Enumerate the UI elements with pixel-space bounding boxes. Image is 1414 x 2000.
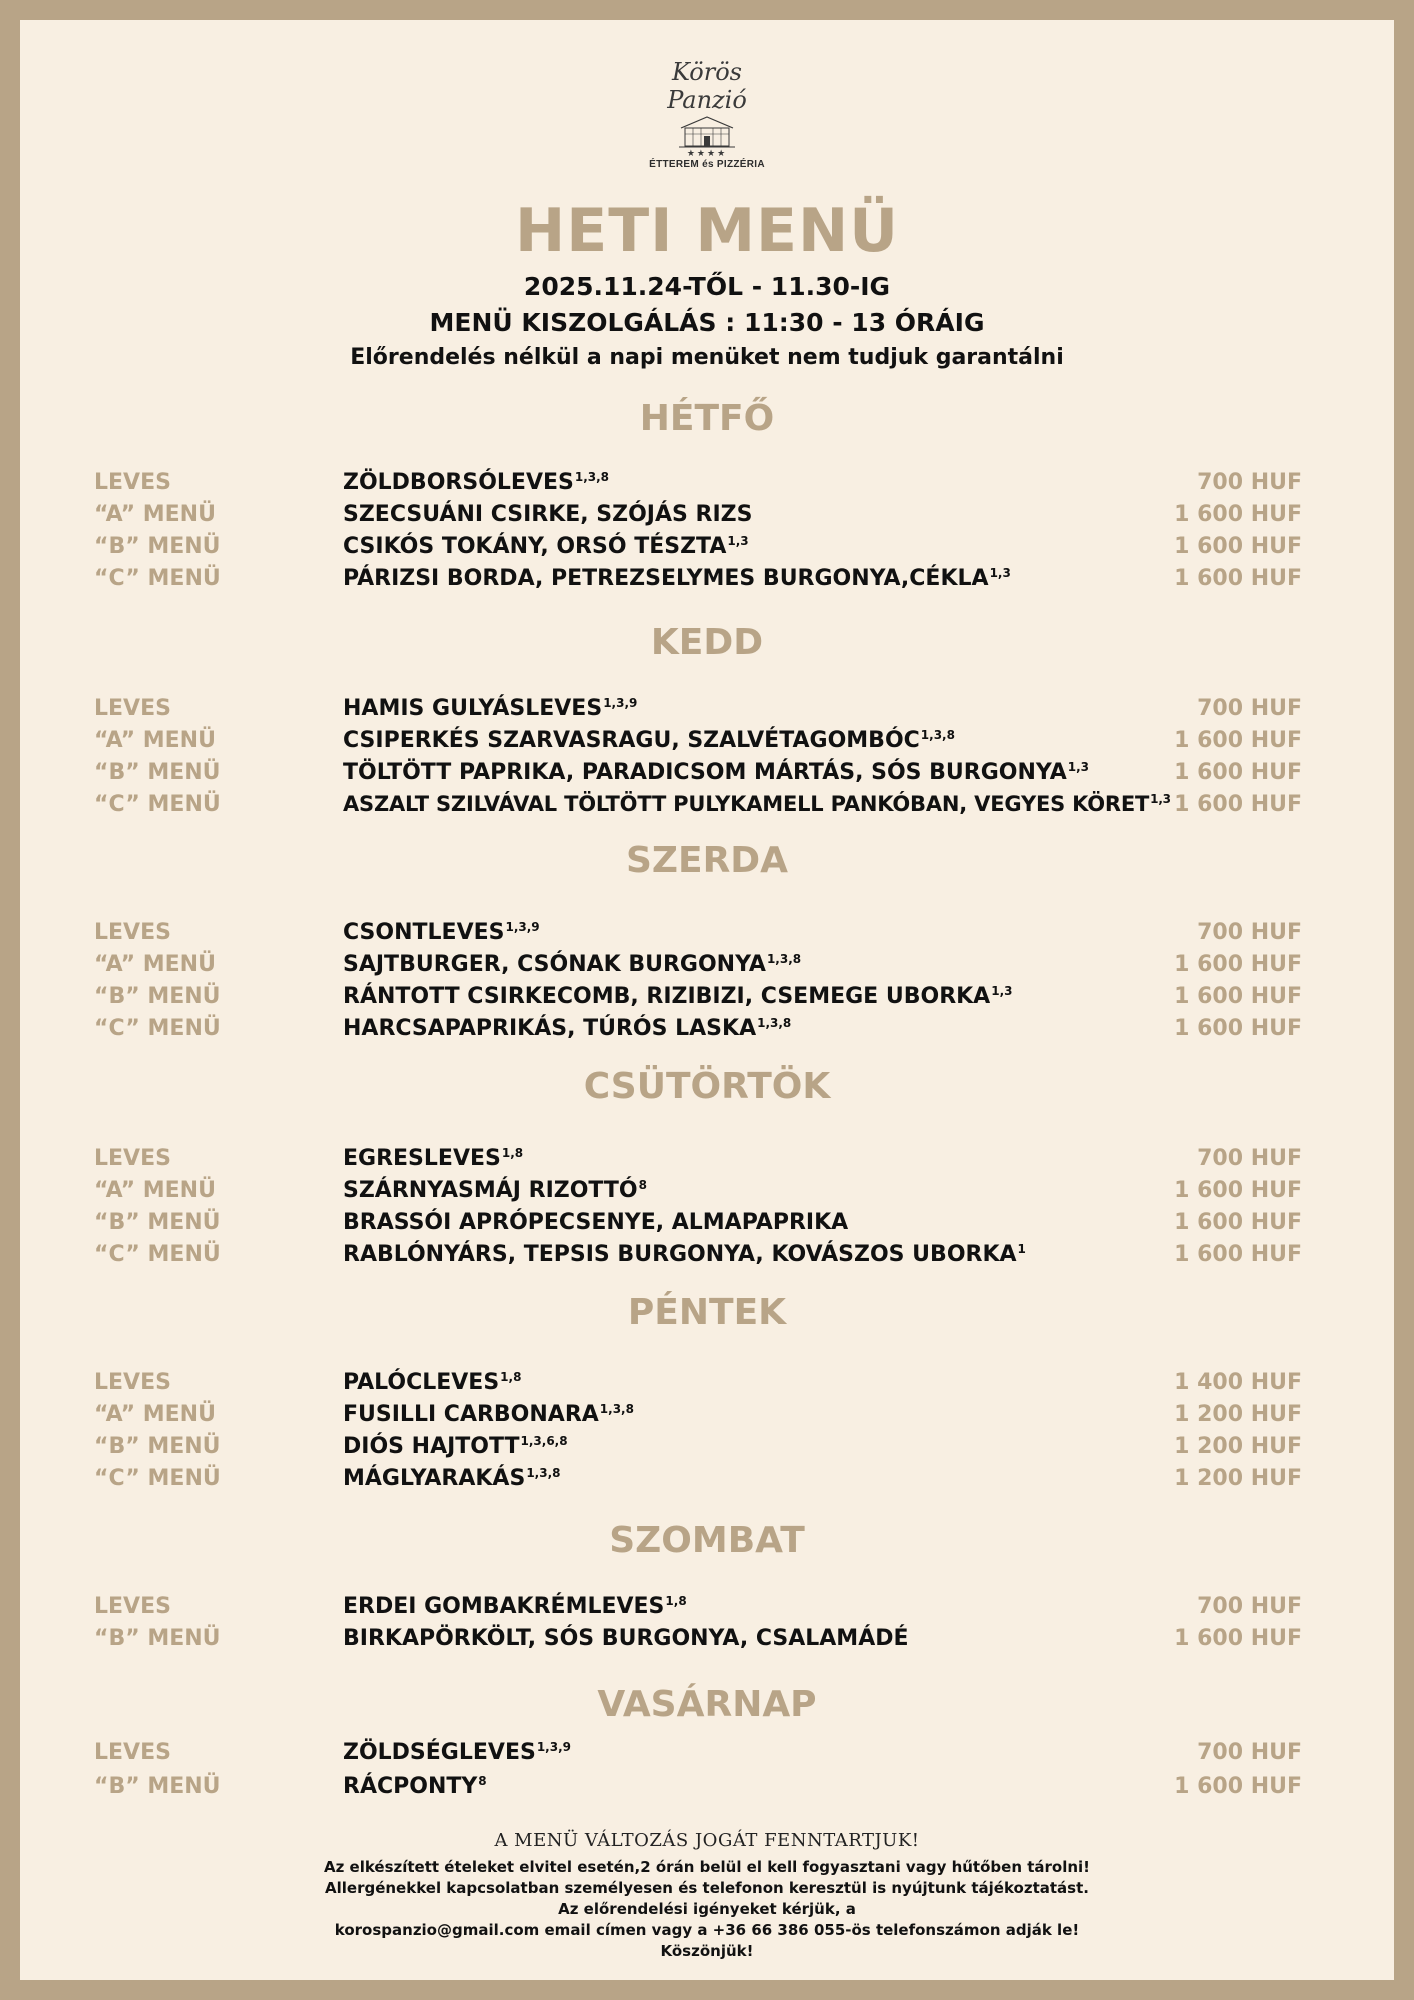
menu-category: “A” MENÜ xyxy=(94,728,216,753)
menu-category: “B” MENÜ xyxy=(94,534,221,559)
menu-row xyxy=(20,920,1394,950)
menu-row xyxy=(20,1626,1394,1656)
menu-category: LEVES xyxy=(94,1370,171,1395)
dish-name: BRASSÓI APRÓPECSENYE, ALMAPAPRIKA xyxy=(343,1210,849,1235)
menu-price: 1 200 HUF xyxy=(1174,1466,1302,1491)
menu-dish xyxy=(343,696,637,721)
dish-name: ERDEI GOMBAKRÉMLEVES xyxy=(343,1594,665,1619)
allergen-codes: 1,3 xyxy=(991,983,1013,998)
menu-category: LEVES xyxy=(94,920,171,945)
menu-dish xyxy=(343,760,1089,785)
footer-line: Az előrendelési igényeket kérjük, a xyxy=(558,1900,856,1918)
allergen-codes: 1,3 xyxy=(989,565,1011,580)
menu-category: “A” MENÜ xyxy=(94,952,216,977)
logo-script-name: Körös Panzió xyxy=(667,58,747,114)
menu-row xyxy=(20,760,1394,790)
menu-price: 700 HUF xyxy=(1197,470,1302,495)
menu-dish xyxy=(343,1740,571,1765)
menu-dish xyxy=(343,952,801,977)
allergen-codes: 1,3,6,8 xyxy=(520,1433,568,1448)
dish-name: RABLÓNYÁRS, TEPSIS BURGONYA, KOVÁSZOS UBORKA xyxy=(343,1242,1017,1267)
allergen-codes: 1,8 xyxy=(501,1145,524,1160)
date-range: 2025.11.24-TŐL - 11.30-IG xyxy=(523,272,891,301)
menu-row xyxy=(20,566,1394,596)
menu-dish xyxy=(343,566,1011,591)
menu-price: 1 600 HUF xyxy=(1174,1210,1302,1235)
menu-category: “A” MENÜ xyxy=(94,1178,216,1203)
dish-name: MÁGLYARAKÁS xyxy=(343,1466,526,1491)
menu-price: 1 400 HUF xyxy=(1174,1370,1302,1395)
menu-row xyxy=(20,502,1394,532)
dish-name: ZÖLDSÉGLEVES xyxy=(343,1740,536,1765)
dish-name: CSIPERKÉS SZARVASRAGU, SZALVÉTAGOMBÓC xyxy=(343,728,920,753)
dish-name: TÖLTÖTT PAPRIKA, PARADICSOM MÁRTÁS, SÓS BURGONYA xyxy=(343,760,1067,785)
menu-price: 1 200 HUF xyxy=(1174,1402,1302,1427)
dish-name: SZÁRNYASMÁJ RIZOTTÓ xyxy=(343,1178,638,1203)
dish-name: ZÖLDBORSÓLEVES xyxy=(343,470,574,495)
menu-price: 700 HUF xyxy=(1197,1146,1302,1171)
footer-line: Allergénekkel kapcsolatban személyesen és telefonon keresztül is nyújtunk tájékoztatást. xyxy=(325,1879,1089,1897)
allergen-codes: 1 xyxy=(1017,1241,1026,1256)
menu-price: 1 600 HUF xyxy=(1174,760,1302,785)
menu-row xyxy=(20,1774,1394,1804)
menu-price: 1 600 HUF xyxy=(1174,1774,1302,1799)
menu-row xyxy=(20,1740,1394,1770)
dish-name: BIRKAPÖRKÖLT, SÓS BURGONYA, CSALAMÁDÉ xyxy=(343,1626,909,1651)
allergen-codes: 1,3,9 xyxy=(603,695,638,710)
menu-category: “C” MENÜ xyxy=(94,1242,221,1267)
day-heading-tuesday: KEDD xyxy=(650,622,764,663)
menu-category: “B” MENÜ xyxy=(94,1210,221,1235)
menu-price: 1 600 HUF xyxy=(1174,952,1302,977)
allergen-codes: 1,3,8 xyxy=(766,951,802,966)
menu-price: 1 200 HUF xyxy=(1174,1434,1302,1459)
menu-price: 700 HUF xyxy=(1197,1740,1302,1765)
dish-name: CSIKÓS TOKÁNY, ORSÓ TÉSZTA xyxy=(343,534,727,559)
menu-dish xyxy=(343,1178,647,1203)
menu-row xyxy=(20,1594,1394,1624)
allergen-codes: 8 xyxy=(638,1177,647,1192)
allergen-codes: 8 xyxy=(478,1773,487,1788)
dish-name: ASZALT SZILVÁVAL TÖLTÖTT PULYKAMELL PANKÓBAN, VEGYES KÖRET xyxy=(343,792,1150,816)
day-heading-friday: PÉNTEK xyxy=(627,1292,787,1333)
dish-name: RÁCPONTY xyxy=(343,1774,478,1799)
menu-dish xyxy=(343,1594,687,1619)
menu-dish xyxy=(343,1210,849,1235)
menu-category: “A” MENÜ xyxy=(94,1402,216,1427)
allergen-codes: 1,3,8 xyxy=(526,1465,561,1480)
menu-row xyxy=(20,1434,1394,1464)
menu-dish xyxy=(343,1434,568,1459)
dish-name: SAJTBURGER, CSÓNAK BURGONYA xyxy=(343,952,766,977)
allergen-codes: 1,3,9 xyxy=(536,1739,571,1754)
menu-row xyxy=(20,728,1394,758)
day-heading-thursday: CSÜTÖRTÖK xyxy=(583,1066,831,1107)
dish-name: RÁNTOTT CSIRKECOMB, RIZIBIZI, CSEMEGE UBORKA xyxy=(343,984,991,1009)
menu-row xyxy=(20,1466,1394,1496)
menu-dish xyxy=(343,1146,523,1171)
dish-name: DIÓS HAJTOTT xyxy=(343,1434,520,1459)
logo-subtitle: ÉTTEREM és PIZZÉRIA xyxy=(649,159,765,170)
allergen-codes: 1,3 xyxy=(1150,792,1171,806)
menu-category: “C” MENÜ xyxy=(94,1466,221,1491)
menu-price: 1 600 HUF xyxy=(1174,502,1302,527)
menu-price: 1 600 HUF xyxy=(1174,1016,1302,1041)
menu-dish xyxy=(343,1370,521,1395)
menu-row xyxy=(20,1016,1394,1046)
menu-category: “C” MENÜ xyxy=(94,792,221,817)
menu-row xyxy=(20,1242,1394,1272)
dish-name: CSONTLEVES xyxy=(343,920,505,945)
allergen-codes: 1,8 xyxy=(500,1369,522,1384)
dish-name: PÁRIZSI BORDA, PETREZSELYMES BURGONYA,CÉKLA xyxy=(343,566,989,591)
allergen-codes: 1,3,8 xyxy=(574,469,610,484)
menu-price: 1 600 HUF xyxy=(1174,1178,1302,1203)
menu-dish xyxy=(343,792,1171,816)
day-heading-sunday: VASÁRNAP xyxy=(597,1684,817,1725)
menu-category: LEVES xyxy=(94,1740,171,1765)
footer-line: Az elkészített ételeket elvitel esetén,2 órán belül el kell fogyasztani vagy hűtőben tárolni! xyxy=(323,1858,1091,1876)
menu-row xyxy=(20,1146,1394,1176)
menu-row xyxy=(20,792,1394,822)
menu-price: 1 600 HUF xyxy=(1174,1242,1302,1267)
menu-dish xyxy=(343,984,1012,1009)
menu-category: “B” MENÜ xyxy=(94,1434,221,1459)
allergen-codes: 1,3,8 xyxy=(599,1401,634,1416)
footer-thanks: Köszönjük! xyxy=(660,1942,754,1960)
menu-dish xyxy=(343,470,609,495)
dish-name: HAMIS GULYÁSLEVES xyxy=(343,696,603,721)
preorder-notice: Előrendelés nélkül a napi menüket nem tudjuk garantálni xyxy=(350,345,1064,370)
dish-name: PALÓCLEVES xyxy=(343,1370,500,1395)
menu-price: 1 600 HUF xyxy=(1174,984,1302,1009)
menu-price: 700 HUF xyxy=(1197,696,1302,721)
menu-category: “B” MENÜ xyxy=(94,1774,221,1799)
menu-dish xyxy=(343,728,955,753)
menu-dish xyxy=(343,1466,560,1491)
dish-name: FUSILLI CARBONARA xyxy=(343,1402,599,1427)
dish-name: SZECSUÁNI CSIRKE, SZÓJÁS RIZS xyxy=(343,502,753,527)
menu-dish xyxy=(343,1402,634,1427)
menu-row xyxy=(20,984,1394,1014)
allergen-codes: 1,3 xyxy=(727,533,749,548)
menu-price: 700 HUF xyxy=(1197,1594,1302,1619)
menu-category: LEVES xyxy=(94,470,171,495)
menu-category: LEVES xyxy=(94,1146,171,1171)
menu-category: LEVES xyxy=(94,696,171,721)
allergen-codes: 1,3 xyxy=(1067,759,1090,774)
allergen-codes: 1,3,8 xyxy=(757,1015,792,1030)
day-heading-saturday: SZOMBAT xyxy=(609,1520,805,1561)
allergen-codes: 1,3,9 xyxy=(505,919,540,934)
restaurant-logo xyxy=(640,58,774,178)
menu-dish xyxy=(343,1242,1026,1267)
day-heading-monday: HÉTFŐ xyxy=(639,398,775,439)
menu-dish xyxy=(343,1626,910,1651)
menu-category: LEVES xyxy=(94,1594,171,1619)
page-title: HETI MENÜ xyxy=(515,196,899,266)
menu-dish xyxy=(343,1016,791,1041)
allergen-codes: 1,3,8 xyxy=(920,727,955,742)
menu-category: “B” MENÜ xyxy=(94,984,221,1009)
menu-category: “C” MENÜ xyxy=(94,566,221,591)
menu-price: 700 HUF xyxy=(1197,920,1302,945)
menu-page xyxy=(20,20,1394,1980)
menu-row xyxy=(20,1210,1394,1240)
menu-row xyxy=(20,1402,1394,1432)
menu-price: 1 600 HUF xyxy=(1174,566,1302,591)
footer-contact-line: korospanzio@gmail.com email címen vagy a +36 66 386 055-ös telefonszámon adják le! xyxy=(334,1921,1080,1939)
menu-price: 1 600 HUF xyxy=(1174,1626,1302,1651)
menu-category: “B” MENÜ xyxy=(94,760,221,785)
menu-row xyxy=(20,470,1394,500)
allergen-codes: 1,8 xyxy=(665,1593,687,1608)
menu-row xyxy=(20,1178,1394,1208)
menu-dish xyxy=(343,502,753,527)
logo-stars: ★★★★ xyxy=(686,148,728,158)
menu-row xyxy=(20,1370,1394,1400)
menu-price: 1 600 HUF xyxy=(1174,534,1302,559)
menu-dish xyxy=(343,920,540,945)
menu-row xyxy=(20,696,1394,726)
dish-name: HARCSAPAPRIKÁS, TÚRÓS LASKA xyxy=(343,1016,757,1041)
menu-dish xyxy=(343,534,749,559)
service-time: MENÜ KISZOLGÁLÁS : 11:30 - 13 ÓRÁIG xyxy=(429,308,985,337)
menu-row xyxy=(20,534,1394,564)
menu-category: “C” MENÜ xyxy=(94,1016,221,1041)
footer-title: A MENÜ VÁLTOZÁS JOGÁT FENNTARTJUK! xyxy=(494,1830,920,1851)
menu-category: “A” MENÜ xyxy=(94,502,216,527)
menu-row xyxy=(20,952,1394,982)
menu-price: 1 600 HUF xyxy=(1174,728,1302,753)
menu-category: “B” MENÜ xyxy=(94,1626,221,1651)
menu-dish xyxy=(343,1774,487,1799)
building-icon xyxy=(677,114,737,148)
menu-price: 1 600 HUF xyxy=(1174,792,1302,817)
dish-name: EGRESLEVES xyxy=(343,1146,501,1171)
day-heading-wednesday: SZERDA xyxy=(625,840,789,881)
